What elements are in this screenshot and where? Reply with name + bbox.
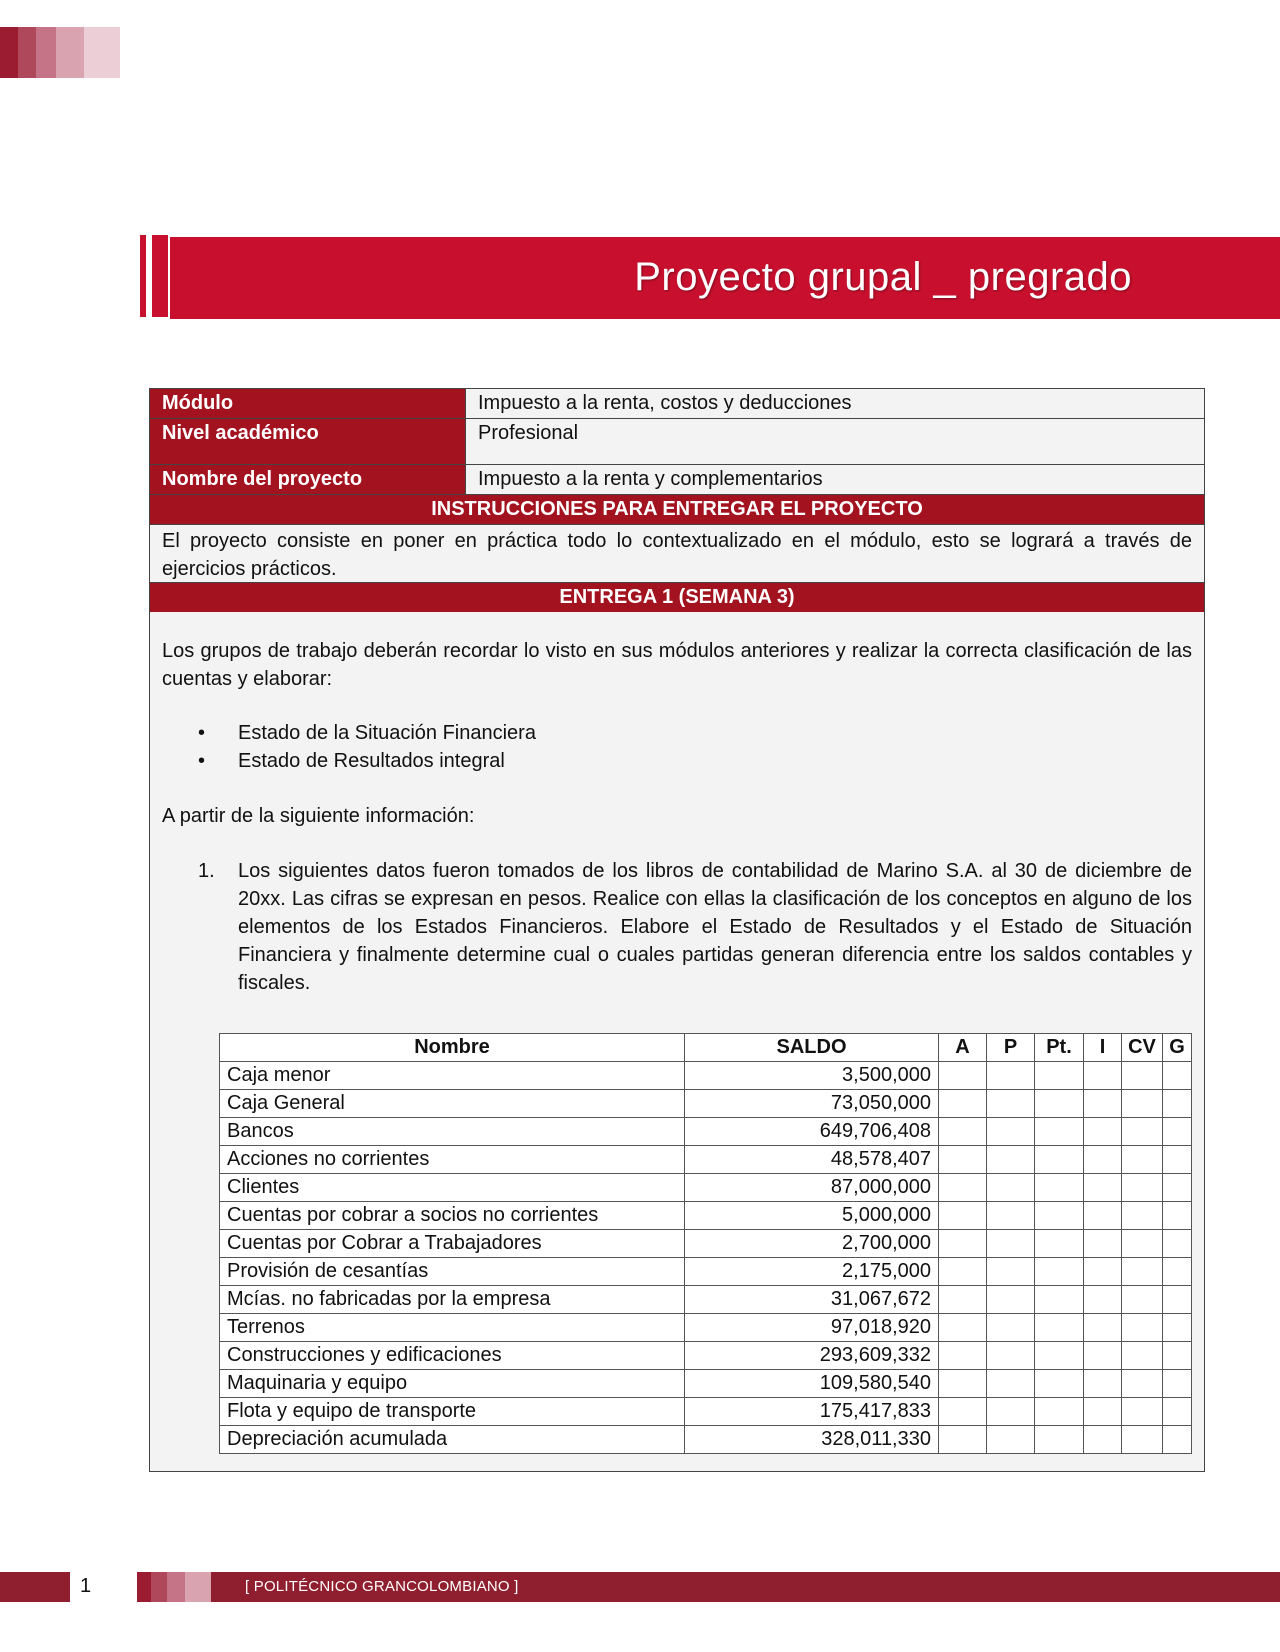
cell-p [987,1062,1035,1090]
cell-g [1163,1370,1192,1398]
cell-saldo: 649,706,408 [685,1118,939,1146]
cell-nombre: Acciones no corrientes [220,1146,685,1174]
cell-saldo: 48,578,407 [685,1146,939,1174]
cell-nombre: Caja menor [220,1062,685,1090]
cell-cv [1122,1146,1163,1174]
cell-cv [1122,1090,1163,1118]
cell-a [939,1202,987,1230]
cell-p [987,1314,1035,1342]
cell-a [939,1174,987,1202]
cell-a [939,1426,987,1454]
cell-pt [1035,1202,1084,1230]
cell-saldo: 175,417,833 [685,1398,939,1426]
title-banner [170,237,1280,319]
table-row [220,1286,1192,1314]
table-row [220,1398,1192,1426]
nivel-value: Profesional [466,419,1204,464]
cell-p [987,1230,1035,1258]
cell-i [1084,1286,1122,1314]
cell-nombre: Construcciones y edificaciones [220,1342,685,1370]
cell-g [1163,1118,1192,1146]
col-nombre: Nombre [220,1034,685,1062]
table-row [220,1258,1192,1286]
page-title: Proyecto grupal _ pregrado [634,255,1132,299]
entrega-lead: A partir de la siguiente información: [162,805,475,827]
col-saldo: SALDO [685,1034,939,1062]
cell-g [1163,1146,1192,1174]
cell-p [987,1370,1035,1398]
cell-cv [1122,1202,1163,1230]
cell-pt [1035,1090,1084,1118]
cell-cv [1122,1426,1163,1454]
cell-cv [1122,1314,1163,1342]
cell-a [939,1314,987,1342]
cell-g [1163,1342,1192,1370]
cell-a [939,1258,987,1286]
entrega-intro: Los grupos de trabajo deberán recordar lo visto en sus módulos anteriores y realizar la correcta clasificación de las cuentas y elaborar: [162,640,1192,690]
cell-g [1163,1286,1192,1314]
cell-p [987,1174,1035,1202]
modulo-value: Impuesto a la renta, costos y deducciones [466,389,1204,418]
cell-i [1084,1230,1122,1258]
cell-pt [1035,1426,1084,1454]
cell-p [987,1286,1035,1314]
cell-saldo: 328,011,330 [685,1426,939,1454]
cell-a [939,1342,987,1370]
cell-nombre: Provisión de cesantías [220,1258,685,1286]
cell-pt [1035,1062,1084,1090]
cell-i [1084,1398,1122,1426]
cell-cv [1122,1230,1163,1258]
cell-saldo: 73,050,000 [685,1090,939,1118]
cell-i [1084,1426,1122,1454]
cell-nombre: Cuentas por cobrar a socios no corrientes [220,1202,685,1230]
table-row [220,1118,1192,1146]
cell-nombre: Clientes [220,1174,685,1202]
cell-p [987,1146,1035,1174]
proyecto-label: Nombre del proyecto [150,465,466,494]
cell-nombre: Mcías. no fabricadas por la empresa [220,1286,685,1314]
table-row [220,1062,1192,1090]
cell-g [1163,1314,1192,1342]
instructions-text: El proyecto consiste en poner en práctica todo lo contextualizado en el módulo, esto se logrará a través de ejercicios prácticos. [150,525,1204,583]
cell-cv [1122,1174,1163,1202]
footer-bar [137,1572,1280,1602]
table-row [220,1146,1192,1174]
chapter-number-mark [140,235,168,317]
cell-saldo: 87,000,000 [685,1174,939,1202]
cell-saldo: 109,580,540 [685,1370,939,1398]
institution-name: [ POLITÉCNICO GRANCOLOMBIANO ] [245,1578,519,1595]
proyecto-value: Impuesto a la renta y complementarios [466,465,1204,494]
cell-a [939,1090,987,1118]
deliverables-list [198,719,536,775]
cell-nombre: Maquinaria y equipo [220,1370,685,1398]
cell-pt [1035,1174,1084,1202]
cell-nombre: Caja General [220,1090,685,1118]
col-cv: CV [1122,1034,1163,1062]
footer-decoration [137,1572,211,1602]
cell-saldo: 5,000,000 [685,1202,939,1230]
cell-p [987,1426,1035,1454]
cell-nombre: Bancos [220,1118,685,1146]
table-row [220,1202,1192,1230]
cell-pt [1035,1314,1084,1342]
list-item: • Estado de Resultados integral [198,747,536,775]
cell-cv [1122,1062,1163,1090]
table-row [220,1370,1192,1398]
cell-cv [1122,1370,1163,1398]
col-g: G [1163,1034,1192,1062]
cell-i [1084,1090,1122,1118]
cell-cv [1122,1258,1163,1286]
cell-g [1163,1398,1192,1426]
top-decoration [0,27,120,78]
table-row [220,1342,1192,1370]
item-number: 1. [198,860,215,882]
cell-cv [1122,1398,1163,1426]
cell-saldo: 2,175,000 [685,1258,939,1286]
cell-pt [1035,1258,1084,1286]
cell-a [939,1146,987,1174]
cell-i [1084,1370,1122,1398]
cell-p [987,1090,1035,1118]
cell-pt [1035,1118,1084,1146]
cell-i [1084,1202,1122,1230]
cell-i [1084,1258,1122,1286]
cell-cv [1122,1342,1163,1370]
table-row [220,1314,1192,1342]
cell-nombre: Depreciación acumulada [220,1426,685,1454]
cell-p [987,1202,1035,1230]
cell-pt [1035,1146,1084,1174]
cell-g [1163,1202,1192,1230]
row-nivel [150,419,1204,465]
cell-g [1163,1090,1192,1118]
numbered-item [198,857,1192,997]
footer-left-bar [0,1572,70,1602]
cell-i [1084,1174,1122,1202]
cell-g [1163,1062,1192,1090]
col-a: A [939,1034,987,1062]
cell-p [987,1118,1035,1146]
cell-g [1163,1230,1192,1258]
modulo-label: Módulo [150,389,466,418]
cell-pt [1035,1398,1084,1426]
cell-a [939,1370,987,1398]
table-header-row [220,1034,1192,1062]
col-i: I [1084,1034,1122,1062]
cell-cv [1122,1286,1163,1314]
cell-p [987,1342,1035,1370]
cell-a [939,1062,987,1090]
table-row [220,1174,1192,1202]
cell-a [939,1286,987,1314]
item-text: Los siguientes datos fueron tomados de los libros de contabilidad de Marino S.A. al 30 de diciembre de 20xx. Las cifras se expresan en pesos. Realice con ellas la clasificación de los conceptos en alguno de los elementos de los Estados Financieros. Elabore el Estado de Resultados y el Estado de Situación Financiera y finalmente determine cual o cuales partidas generan diferencia entre los saldos contables y fiscales. [238,860,1192,994]
cell-a [939,1230,987,1258]
cell-pt [1035,1286,1084,1314]
table-row [220,1426,1192,1454]
cell-saldo: 293,609,332 [685,1342,939,1370]
cell-i [1084,1118,1122,1146]
accounts-table [219,1033,1192,1454]
cell-nombre: Flota y equipo de transporte [220,1398,685,1426]
col-pt: Pt. [1035,1034,1084,1062]
cell-i [1084,1342,1122,1370]
cell-p [987,1258,1035,1286]
list-item: • Estado de la Situación Financiera [198,719,536,747]
cell-g [1163,1174,1192,1202]
cell-i [1084,1146,1122,1174]
cell-pt [1035,1230,1084,1258]
col-p: P [987,1034,1035,1062]
page-number: 1 [80,1575,92,1597]
cell-i [1084,1062,1122,1090]
cell-g [1163,1258,1192,1286]
nivel-label: Nivel académico [150,419,466,464]
cell-cv [1122,1118,1163,1146]
cell-a [939,1398,987,1426]
cell-a [939,1118,987,1146]
row-modulo [150,389,1204,419]
cell-nombre: Terrenos [220,1314,685,1342]
table-row [220,1090,1192,1118]
entrega-heading: ENTREGA 1 (SEMANA 3) [150,583,1204,613]
row-proyecto [150,465,1204,495]
cell-saldo: 3,500,000 [685,1062,939,1090]
cell-pt [1035,1342,1084,1370]
cell-saldo: 31,067,672 [685,1286,939,1314]
cell-g [1163,1426,1192,1454]
cell-p [987,1398,1035,1426]
cell-saldo: 97,018,920 [685,1314,939,1342]
cell-nombre: Cuentas por Cobrar a Trabajadores [220,1230,685,1258]
cell-i [1084,1314,1122,1342]
table-row [220,1230,1192,1258]
cell-saldo: 2,700,000 [685,1230,939,1258]
cell-pt [1035,1370,1084,1398]
instructions-heading: INSTRUCCIONES PARA ENTREGAR EL PROYECTO [150,495,1204,525]
